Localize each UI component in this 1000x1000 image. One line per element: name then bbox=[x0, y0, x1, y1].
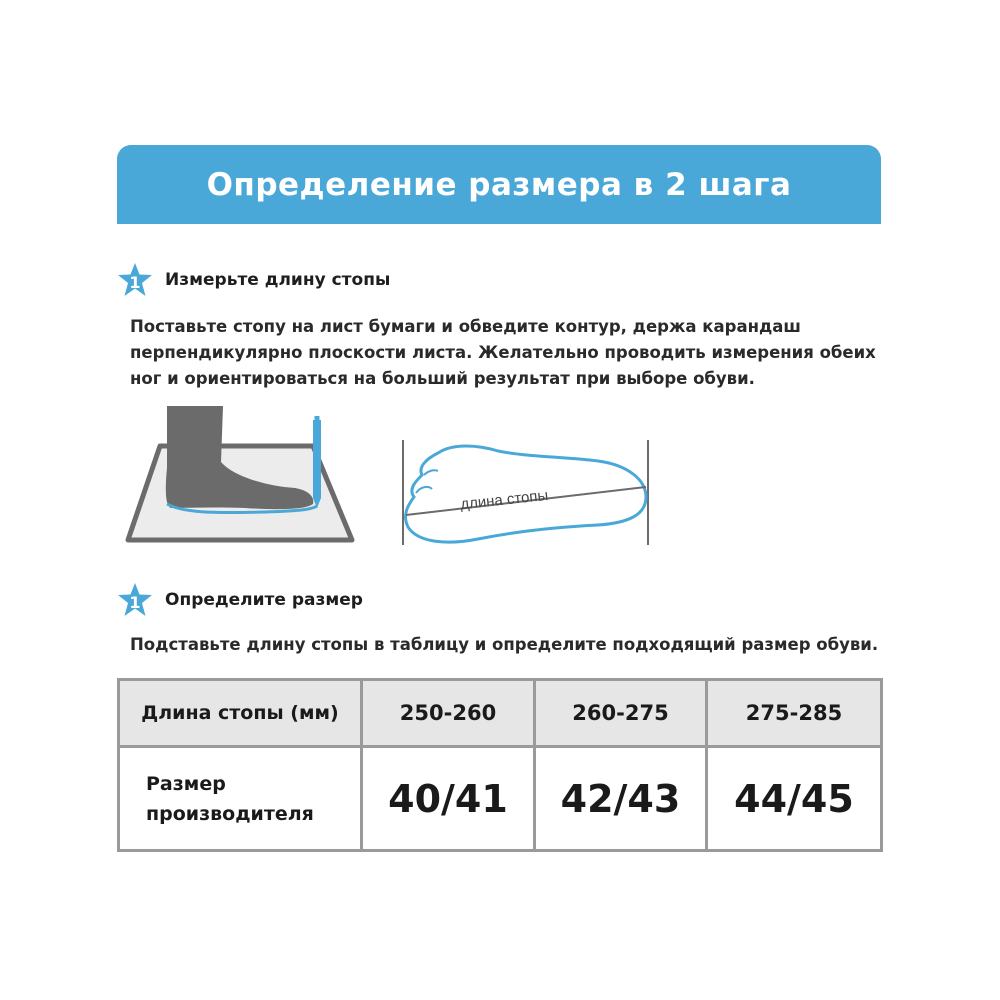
range-cell: 250-260 bbox=[362, 680, 535, 747]
step2-heading bbox=[117, 582, 363, 618]
range-cell: 260-275 bbox=[535, 680, 707, 747]
foot-length-header: Длина стопы (мм) bbox=[119, 680, 362, 747]
foot-length-label: длина стопы bbox=[459, 486, 550, 514]
size-cell: 42/43 bbox=[535, 747, 707, 851]
title-banner bbox=[117, 145, 881, 224]
table-header-row bbox=[119, 680, 882, 747]
size-table bbox=[117, 678, 883, 852]
foot-length-illustration bbox=[398, 435, 656, 550]
step1-text: Поставьте стопу на лист бумаги и обведите контур, держа карандаш перпендикулярно плоскости листа. Желательно проводить измерения обеих ног и ориентироваться на больший результат при выборе обуви. bbox=[130, 317, 876, 388]
step1-heading bbox=[117, 262, 390, 298]
manufacturer-size-label: Размер производителя bbox=[119, 747, 362, 851]
step1-number: 1 bbox=[129, 272, 141, 292]
banner-title: Определение размера в 2 шага bbox=[206, 166, 792, 203]
range-cell: 275-285 bbox=[707, 680, 882, 747]
step1-title: Измерьте длину стопы bbox=[165, 270, 391, 290]
size-cell: 44/45 bbox=[707, 747, 882, 851]
star-icon bbox=[117, 582, 153, 618]
star-icon bbox=[117, 262, 153, 298]
step2-title: Определите размер bbox=[165, 590, 363, 610]
size-cell: 40/41 bbox=[362, 747, 535, 851]
step2-text: Подставьте длину стопы в таблицу и определите подходящий размер обуви. bbox=[130, 635, 879, 654]
step2-number: 1 bbox=[129, 592, 141, 612]
table-row bbox=[119, 747, 882, 851]
foot-on-paper-illustration bbox=[125, 398, 360, 543]
